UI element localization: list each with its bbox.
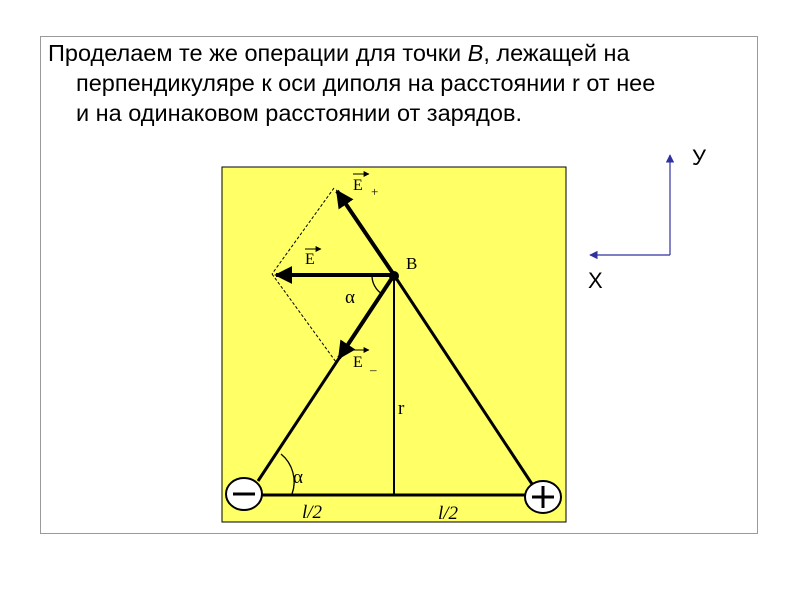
point-b [389, 271, 399, 281]
positive-charge [525, 481, 561, 513]
point-b-label: B [406, 254, 418, 273]
text-line-1-start: Проделаем те же операции для точки [48, 40, 468, 66]
x-axis-label: Х [588, 268, 603, 293]
text-line-3: и на одинаковом расстоянии от зарядов. [76, 100, 522, 126]
y-axis-label: У [692, 145, 706, 170]
half-length-right-label: l/2 [438, 503, 459, 524]
e-label: E [305, 251, 315, 268]
text-line-2: перпендикуляре к оси диполя на расстоянии r от нее [76, 70, 656, 96]
negative-charge [226, 478, 262, 510]
half-length-left-label: l/2 [302, 502, 323, 523]
text-line-1-end: , лежащей на [483, 40, 630, 66]
angle-alpha-bottom: α [293, 467, 303, 488]
e-plus-subscript: + [371, 184, 379, 199]
distance-r-label: r [398, 398, 405, 419]
e-minus-subscript: – [370, 362, 377, 377]
point-name-italic: B [467, 40, 484, 66]
angle-alpha-top: α [345, 287, 355, 308]
e-minus-label: E [353, 354, 363, 371]
e-plus-label: E [353, 177, 363, 194]
